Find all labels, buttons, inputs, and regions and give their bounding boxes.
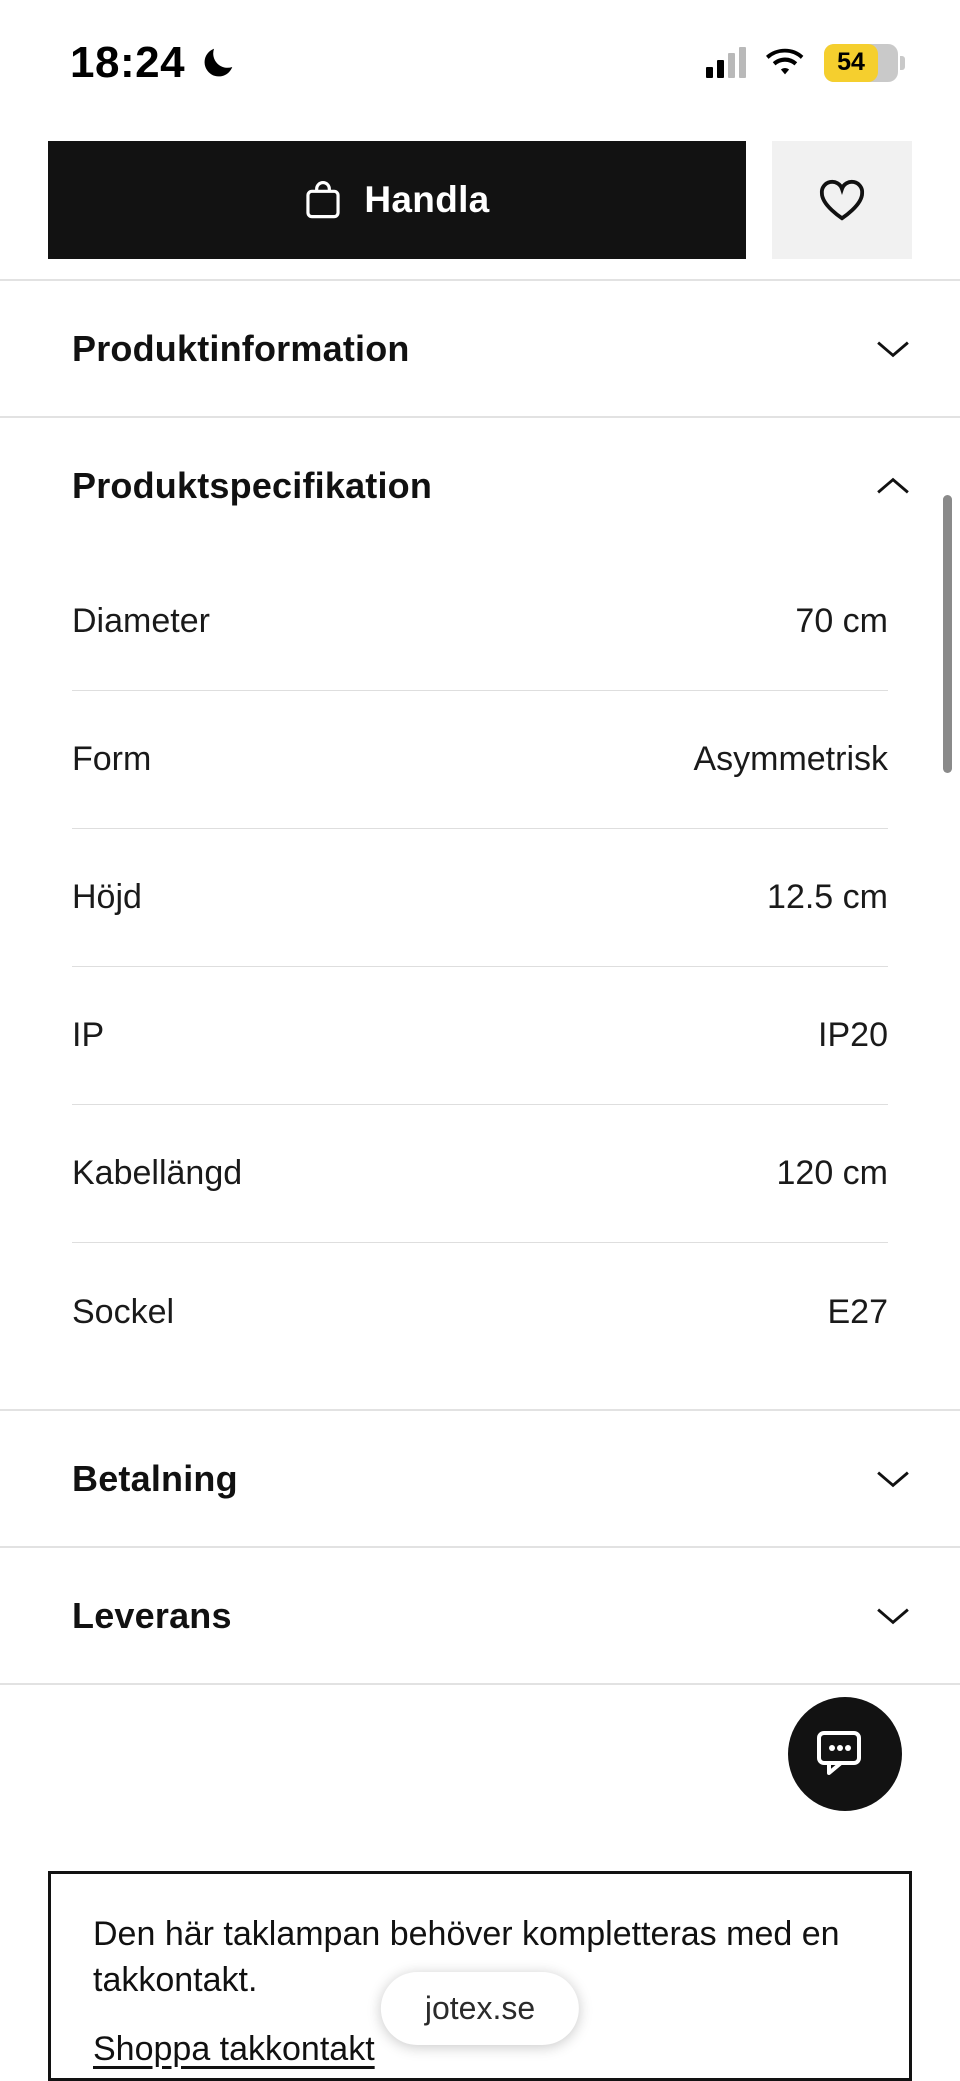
table-row [72,1243,888,1381]
accordion-title: Produktinformation [72,327,410,369]
accordion-title: Betalning [72,1457,238,1499]
status-bar-right [706,44,898,82]
notice-text: Den här taklampan behöver kompletteras med en takkontakt. [93,1915,840,1999]
accordion-betalning [0,1409,960,1546]
table-row [72,829,888,967]
spec-value: 12.5 cm [767,878,888,916]
spec-label: IP [72,1016,105,1054]
spec-value: IP20 [818,1016,888,1054]
buy-button-label: Handla [364,179,490,220]
page-scrollbar[interactable] [943,495,952,773]
chevron-down-icon[interactable] [876,1606,910,1626]
accordion-title: Leverans [72,1594,232,1636]
spec-value: 120 cm [776,1154,888,1192]
shopping-bag-icon [304,178,342,222]
chat-bubble-icon [817,1731,873,1777]
spec-label: Form [72,740,152,778]
accordion-title: Produktspecifikation [72,464,433,506]
spec-value: Asymmetrisk [693,740,888,778]
spec-value: 70 cm [795,602,888,640]
accordion-produktspecifikation [0,416,960,1409]
chevron-up-icon[interactable] [876,476,910,496]
status-bar-left [70,38,237,88]
spec-label: Diameter [72,602,210,640]
spec-value: E27 [827,1292,888,1331]
moon-icon [199,44,237,82]
accordion-leverans [0,1546,960,1683]
spec-label: Höjd [72,878,142,916]
accordion-produktinformation [0,279,960,416]
battery-indicator [824,44,898,82]
chevron-down-icon[interactable] [876,1469,910,1489]
spec-label: Sockel [72,1292,175,1331]
specification-list [0,553,960,1409]
wifi-icon [766,48,804,78]
battery-level: 54 [837,48,865,76]
spec-label: Kabellängd [72,1154,243,1192]
signal-icon [706,48,746,78]
accordion-header-leverans[interactable] [0,1548,960,1683]
table-row [72,967,888,1105]
shop-accessory-link[interactable]: Shoppa takkontakt [93,2029,375,2068]
accordion-header-produktspecifikation[interactable] [0,418,960,553]
buy-button[interactable] [48,141,746,259]
accordion-header-betalning[interactable] [0,1411,960,1546]
favorite-button[interactable] [772,141,912,259]
action-bar [0,125,960,279]
status-bar [0,0,960,125]
site-domain-pill: jotex.se [381,1972,579,2045]
table-row [72,691,888,829]
status-time: 18:24 [70,37,186,87]
accordion-header-produktinformation[interactable] [0,281,960,416]
table-row [72,553,888,691]
table-row [72,1105,888,1243]
chat-support-button[interactable] [788,1697,902,1811]
chevron-down-icon[interactable] [876,339,910,359]
heart-icon [817,177,867,223]
accordion-bottom-divider [0,1683,960,1685]
